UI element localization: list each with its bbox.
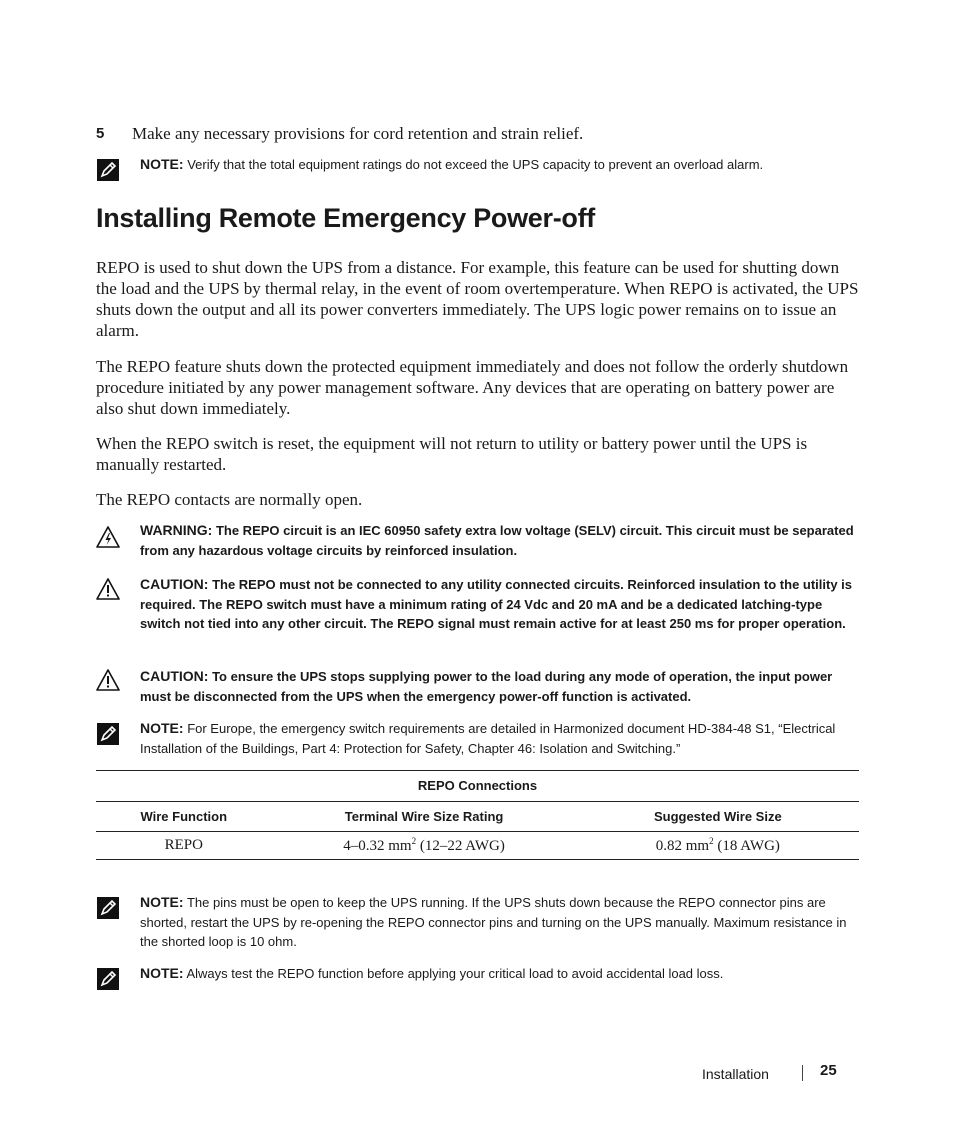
section-heading: Installing Remote Emergency Power-off	[96, 203, 596, 233]
caution-text: To ensure the UPS stops supplying power to the load during any mode of operation, the input power must be disconnected from the UPS when the emergency power-off function is activated.	[140, 669, 833, 704]
cell-wire-function: REPO	[96, 832, 271, 860]
step-number: 5	[96, 125, 105, 142]
table-row	[96, 832, 859, 860]
note-label: NOTE:	[140, 965, 184, 981]
table-caption: REPO Connections	[96, 770, 859, 802]
warning-text: The REPO circuit is an IEC 60950 safety extra low voltage (SELV) circuit. This circuit must be separated from any hazardous voltage circuits by reinforced insulation.	[140, 523, 854, 558]
caution-exclamation-icon	[96, 577, 120, 601]
caution-label: CAUTION:	[140, 668, 209, 684]
warning-lightning-icon	[96, 525, 120, 549]
footer-page-number: 25	[820, 1062, 837, 1079]
note-label: NOTE:	[140, 720, 184, 736]
caution-text: The REPO must not be connected to any utility connected circuits. Reinforced insulation to the utility is required. The REPO switch must have a minimum rating of 24 Vdc and 20 mA and be a dedicated latching-type switch not tied into any other circuit. The REPO signal must remain active for at least 250 ms for proper operation.	[140, 577, 853, 631]
table-header-terminal-size: Terminal Wire Size Rating	[271, 802, 576, 832]
caution-exclamation-icon	[96, 668, 120, 692]
note-text: Verify that the total equipment ratings do not exceed the UPS capacity to prevent an overload alarm.	[187, 157, 764, 172]
step-text: Make any necessary provisions for cord retention and strain relief.	[132, 124, 584, 143]
note-text: Always test the REPO function before applying your critical load to avoid accidental load loss.	[186, 966, 724, 981]
table-header-wire-function: Wire Function	[96, 802, 271, 832]
paragraph-repo-reset: When the REPO switch is reset, the equipment will not return to utility or battery power until the UPS is manually restarted.	[96, 434, 808, 474]
footer-section-name: Installation	[702, 1066, 769, 1082]
paragraph-repo-contacts: The REPO contacts are normally open.	[96, 490, 363, 509]
cell-terminal-size: 4–0.32 $mm^2$ (12–22 AWG)	[271, 832, 576, 860]
paragraph-repo-purpose: REPO is used to shut down the UPS from a distance. For example, this feature can be used for shutting down the load and the UPS by thermal relay, in the event of room overtemperature. When REPO is activated, the UPS shuts down the output and all its power converters immediately. The UPS logic power remains on to issue an alarm.	[96, 258, 859, 340]
paragraph-repo-shutdown: The REPO feature shuts down the protected equipment immediately and does not follow the orderly shutdown procedure initiated by any power management software. Any devices that are operating on battery power are also shut down immediately.	[96, 357, 849, 418]
note-label: NOTE:	[140, 894, 184, 910]
note-pencil-icon	[96, 967, 120, 991]
note-pencil-icon	[96, 722, 120, 746]
table-header-row	[96, 802, 859, 832]
repo-connections-table	[96, 770, 859, 860]
note-pencil-icon	[96, 158, 120, 182]
note-text: For Europe, the emergency switch requirements are detailed in Harmonized document HD-384-48 S1, “Electrical Installation of the Buildings, Part 4: Protection for Safety, Chapter 46: Isolation and Switching.”	[140, 721, 836, 756]
footer-divider	[802, 1065, 803, 1081]
caution-label: CAUTION:	[140, 576, 209, 592]
note-text: The pins must be open to keep the UPS running. If the UPS shuts down because the REPO connector pins are shorted, restart the UPS by re-opening the REPO connector pins and turning on the UPS manually. Maximum resistance in the shorted loop is 10 ohm.	[140, 895, 847, 949]
warning-label: WARNING:	[140, 522, 213, 538]
table-header-suggested-size: Suggested Wire Size	[577, 802, 859, 832]
note-label: NOTE:	[140, 156, 184, 172]
cell-suggested-size: 0.82 $mm^2$ (18 AWG)	[577, 832, 859, 860]
note-pencil-icon	[96, 896, 120, 920]
